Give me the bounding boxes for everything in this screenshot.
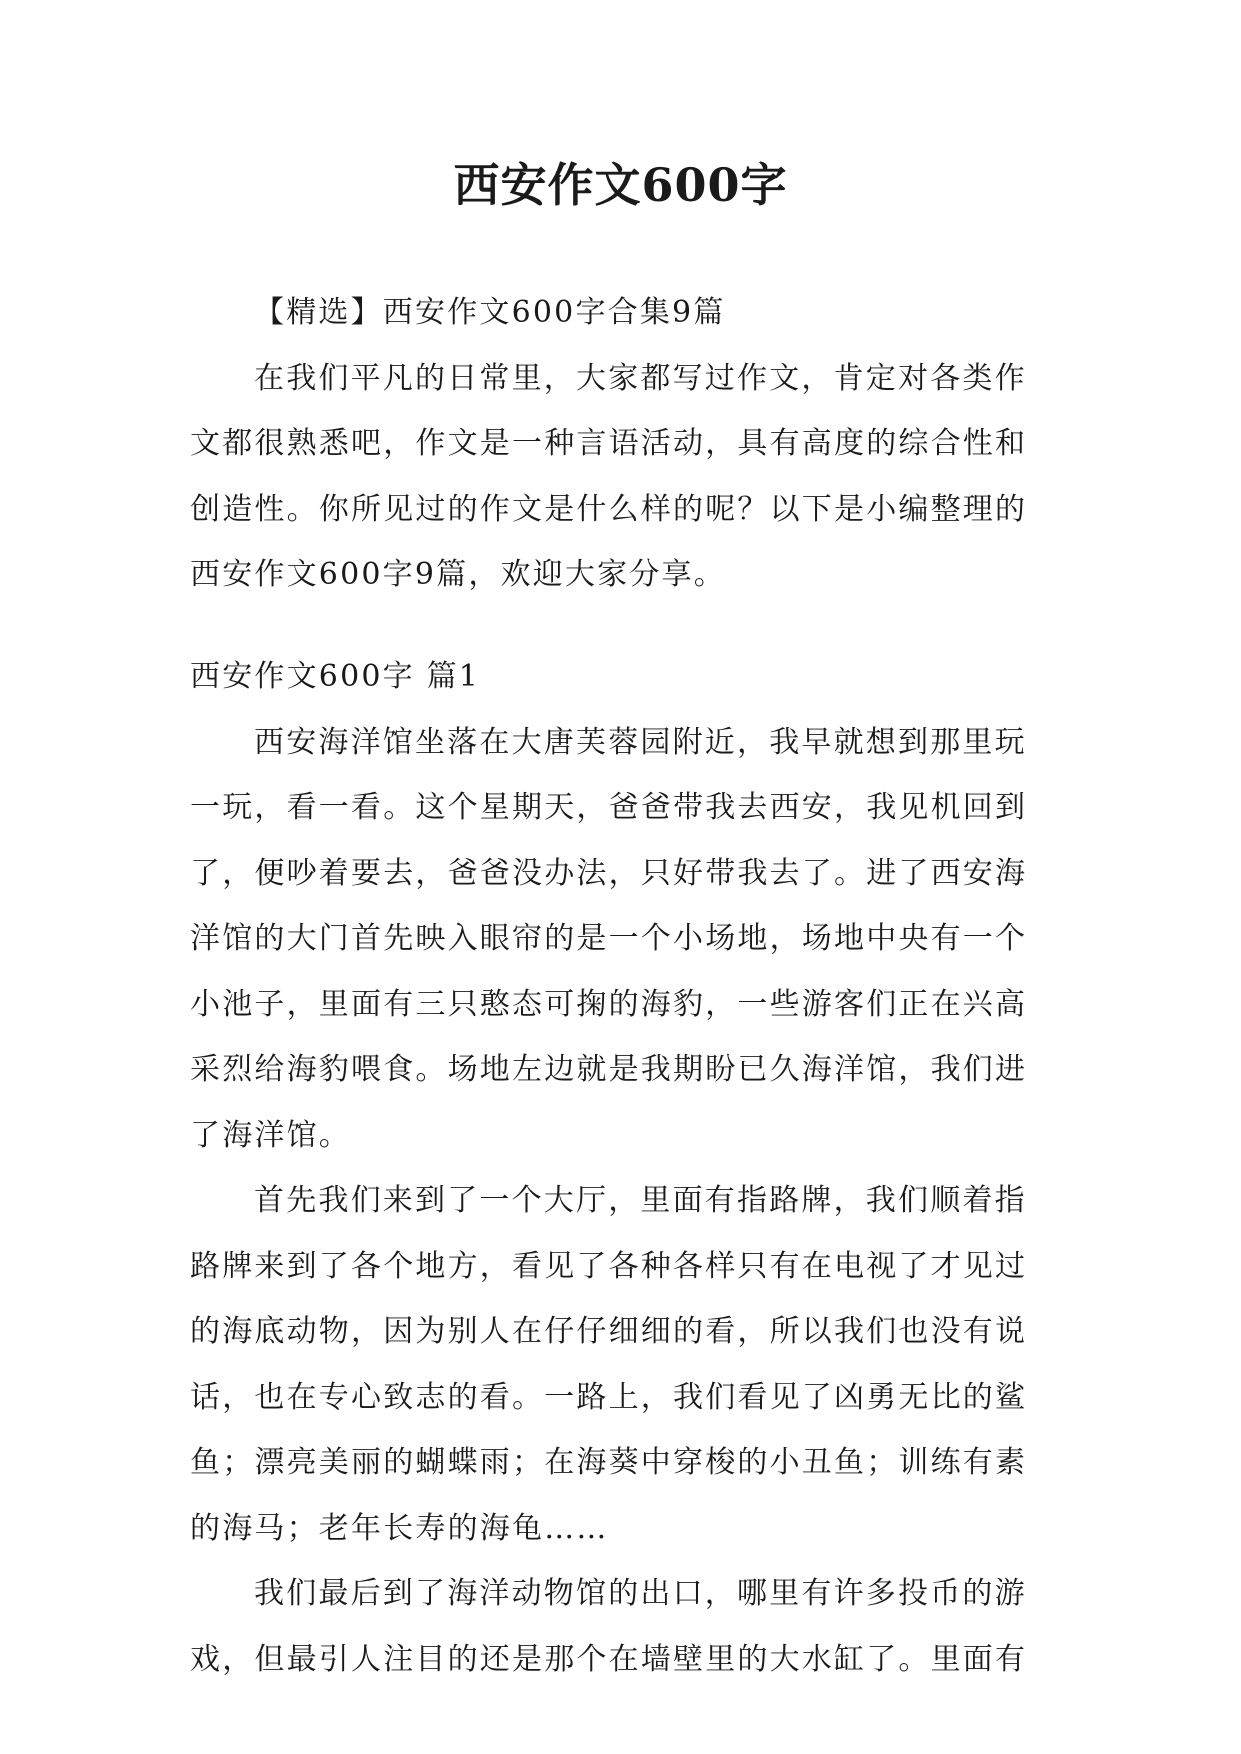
paragraph-line: 采烈给海豹喂食。场地左边就是我期盼已久海洋馆，我们进 <box>190 1052 1028 1087</box>
paragraph-line: 一玩，看一看。这个星期天，爸爸带我去西安，我见机回到 <box>190 790 1028 825</box>
document-body <box>190 288 1051 1700</box>
paragraph-line: 我们最后到了海洋动物馆的出口，哪里有许多投币的游 <box>254 1576 1027 1611</box>
paragraph-line: 洋馆的大门首先映入眼帘的是一个小场地，场地中央有一个 <box>190 921 1028 956</box>
document-title: 西安作文600字 <box>453 158 788 212</box>
paragraph-line: 文都很熟悉吧，作文是一种言语活动，具有高度的综合性和 <box>190 426 1028 461</box>
paragraph-line: 首先我们来到了一个大厅，里面有指路牌，我们顺着指 <box>254 1183 1027 1218</box>
paragraph-line: 鱼；漂亮美丽的蝴蝶雨；在海葵中穿梭的小丑鱼；训练有素 <box>190 1445 1028 1480</box>
paragraph-line: 的海底动物，因为别人在仔仔细细的看，所以我们也没有说 <box>190 1314 1028 1349</box>
section-heading: 西安作文600字 篇1 <box>190 659 481 694</box>
intro-heading: 【精选】西安作文600字合集9篇 <box>254 295 726 330</box>
paragraph-line: 戏，但最引人注目的还是那个在墙壁里的大水缸了。里面有 <box>190 1641 1028 1677</box>
paragraph-line: 的海马；老年长寿的海龟…… <box>190 1510 609 1546</box>
paragraph-line: 话，也在专心致志的看。一路上，我们看见了凶勇无比的鲨 <box>190 1379 1028 1415</box>
paragraph-line: 了海洋馆。 <box>190 1117 351 1153</box>
paragraph-line: 了，便吵着要去，爸爸没办法，只好带我去了。进了西安海 <box>190 855 1028 891</box>
paragraph-line: 西安作文600字9篇，欢迎大家分享。 <box>190 557 726 592</box>
paragraph-line: 在我们平凡的日常里，大家都写过作文，肯定对各类作 <box>254 360 1027 396</box>
paragraph-line: 创造性。你所见过的作文是什么样的呢？以下是小编整理的 <box>190 491 1028 527</box>
paragraph-line: 小池子，里面有三只憨态可掬的海豹，一些游客们正在兴高 <box>190 986 1028 1022</box>
paragraph-line: 西安海洋馆坐落在大唐芙蓉园附近，我早就想到那里玩 <box>254 724 1027 760</box>
paragraph-line: 路牌来到了各个地方，看见了各种各样只有在电视了才见过 <box>190 1248 1028 1284</box>
